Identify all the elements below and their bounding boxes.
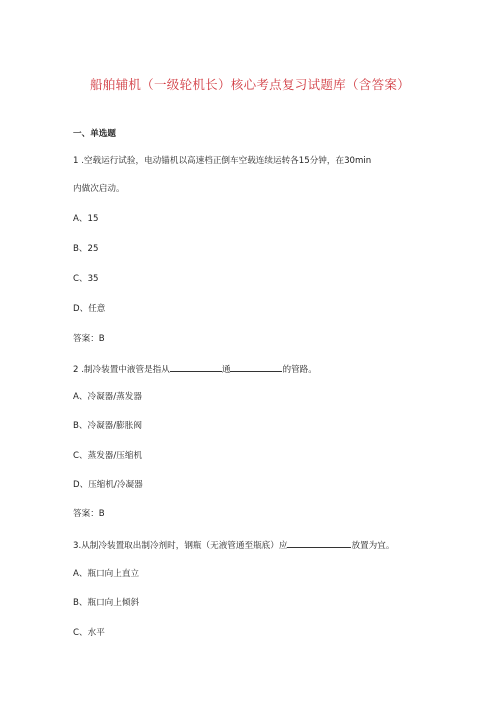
- document-title: 船舶辅机（一级轮机长）核心考点复习试题库（含答案）: [89, 77, 410, 92]
- question-1-option-a: A、15: [73, 214, 99, 224]
- question-3-stem: [73, 538, 394, 552]
- question-3-stem-part1: 3.从制冷装置取出制冷剂时，钢瓶（无液管通至瓶底）应: [73, 541, 288, 551]
- question-3-stem-part2: 放置为宜。: [351, 541, 395, 551]
- question-1-option-b: B、25: [73, 244, 99, 254]
- question-2-stem: [73, 362, 317, 376]
- question-1-answer: 答案：B: [73, 334, 105, 344]
- question-2-option-d: D、压缩机/冷凝器: [73, 480, 143, 490]
- question-2-option-a: A、冷凝器/蒸发器: [73, 392, 142, 402]
- question-2-stem-part3: 的管路。: [282, 365, 317, 375]
- question-3-option-a: A、瓶口向上直立: [73, 569, 140, 579]
- question-2-stem-part1: 2 .制冷装置中液管是指从: [73, 365, 170, 375]
- question-1-stem-line1: 1 .空载运行试验，电动锚机以高速档正倒车空载连续运转各15分钟，在30min: [73, 156, 372, 166]
- question-2-option-b: B、冷凝器/膨胀阀: [73, 421, 142, 431]
- question-3-option-c: C、水平: [73, 628, 105, 638]
- answer-blank-3: [287, 538, 351, 548]
- question-2-stem-part2: 通: [221, 365, 231, 375]
- question-1-option-d: D、任意: [73, 304, 106, 314]
- question-2-answer: 答案：B: [73, 509, 105, 519]
- question-2-option-c: C、蒸发器/压缩机: [73, 451, 143, 461]
- question-3-option-b: B、瓶口向上倾斜: [73, 598, 140, 608]
- question-1-stem-line2: 内做次启动。: [73, 184, 125, 194]
- section-heading: 一、单选题: [73, 129, 116, 139]
- question-1-option-c: C、35: [73, 274, 99, 284]
- answer-blank-1: [170, 362, 222, 372]
- answer-blank-2: [230, 362, 282, 372]
